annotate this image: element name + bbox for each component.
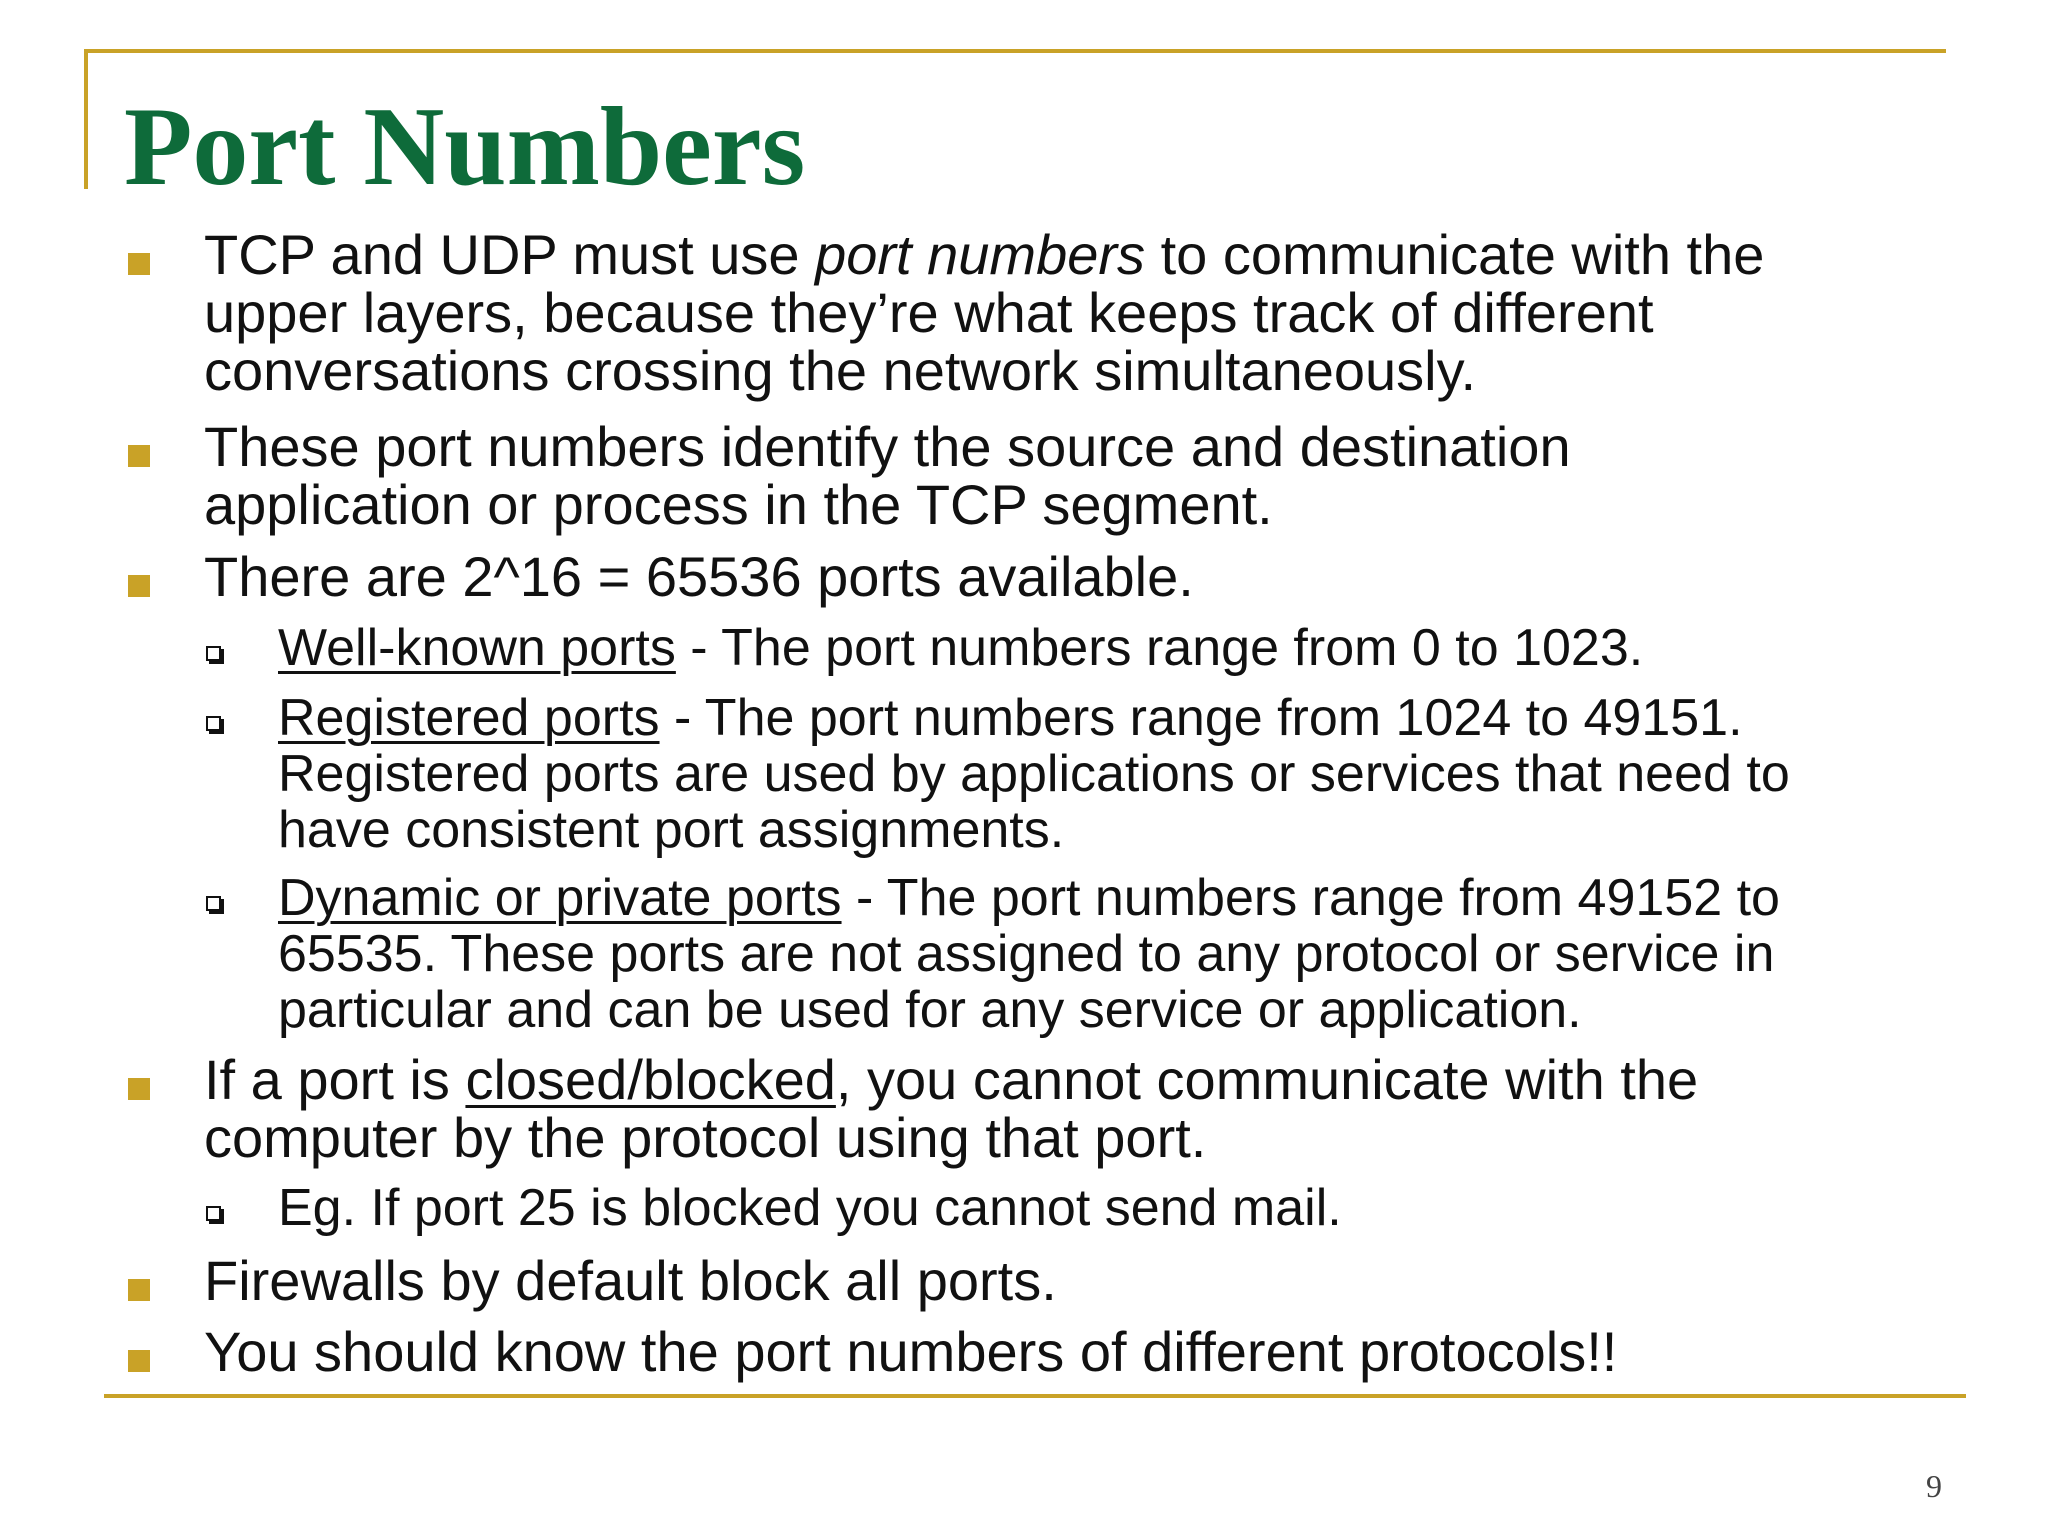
sub-2-line-1 [278, 690, 1743, 746]
sub-4-line-1: Eg. If port 25 is blocked you cannot send mail. [278, 1179, 1342, 1237]
slide-title: Port Numbers [124, 85, 806, 209]
sub-2-line-2: Registered ports are used by applications or services that need to [278, 745, 1790, 803]
sub-1-text: - The port numbers range from 0 to 1023. [675, 619, 1644, 677]
footer-rule [104, 1394, 1966, 1398]
bullet-3-line-1: There are 2^16 = 65536 ports available. [204, 545, 1194, 608]
bullet-1-line-2: upper layers, because they’re what keeps track of different [204, 281, 1654, 344]
bullet-1-text-pre: TCP and UDP must use [204, 223, 816, 286]
well-known-ports-term: Well-known ports [278, 619, 676, 677]
bullet-1-text-post: to communicate with the [1145, 223, 1765, 286]
bullet-4-text-pre: If a port is [204, 1048, 466, 1111]
sub-3-line-3: particular and can be used for any service or application. [278, 981, 1582, 1039]
bullet-6-line-1: You should know the port numbers of different protocols!! [204, 1320, 1618, 1383]
hollow-square-bullet-icon [206, 646, 221, 661]
closed-blocked-term: closed/blocked [465, 1048, 836, 1111]
bullet-4-line-2: computer by the protocol using that port. [204, 1106, 1207, 1169]
hollow-square-bullet-icon [206, 716, 221, 731]
sub-3-line-2: 65535. These ports are not assigned to any protocol or service in [278, 925, 1775, 983]
bullet-2-line-1: These port numbers identify the source and destination [204, 415, 1571, 478]
square-bullet-icon [128, 253, 150, 275]
bullet-1-line-1 [204, 223, 1765, 286]
bullet-1-line-3: conversations crossing the network simultaneously. [204, 339, 1477, 402]
sub-1-line-1 [278, 620, 1643, 676]
sub-2-text: - The port numbers range from 1024 to 49151. [659, 689, 1743, 747]
registered-ports-term: Registered ports [278, 689, 660, 747]
square-bullet-icon [128, 1279, 150, 1301]
sub-2-line-3: have consistent port assignments. [278, 801, 1065, 859]
square-bullet-icon [128, 1078, 150, 1100]
sub-3-text: - The port numbers range from 49152 to [841, 869, 1780, 927]
square-bullet-icon [128, 445, 150, 467]
sub-3-line-1 [278, 870, 1780, 926]
square-bullet-icon [128, 575, 150, 597]
dynamic-private-ports-term: Dynamic or private ports [278, 869, 842, 927]
bullet-5-line-1: Firewalls by default block all ports. [204, 1249, 1057, 1312]
bullet-1-emphasis: port numbers [815, 223, 1146, 286]
bullet-4-line-1 [204, 1048, 1699, 1111]
page-number: 9 [1926, 1468, 1942, 1504]
bullet-2-line-2: application or process in the TCP segment. [204, 473, 1273, 536]
hollow-square-bullet-icon [206, 1206, 221, 1221]
hollow-square-bullet-icon [206, 896, 221, 911]
bullet-4-text-post: , you cannot communicate with the [835, 1048, 1699, 1111]
square-bullet-icon [128, 1350, 150, 1372]
